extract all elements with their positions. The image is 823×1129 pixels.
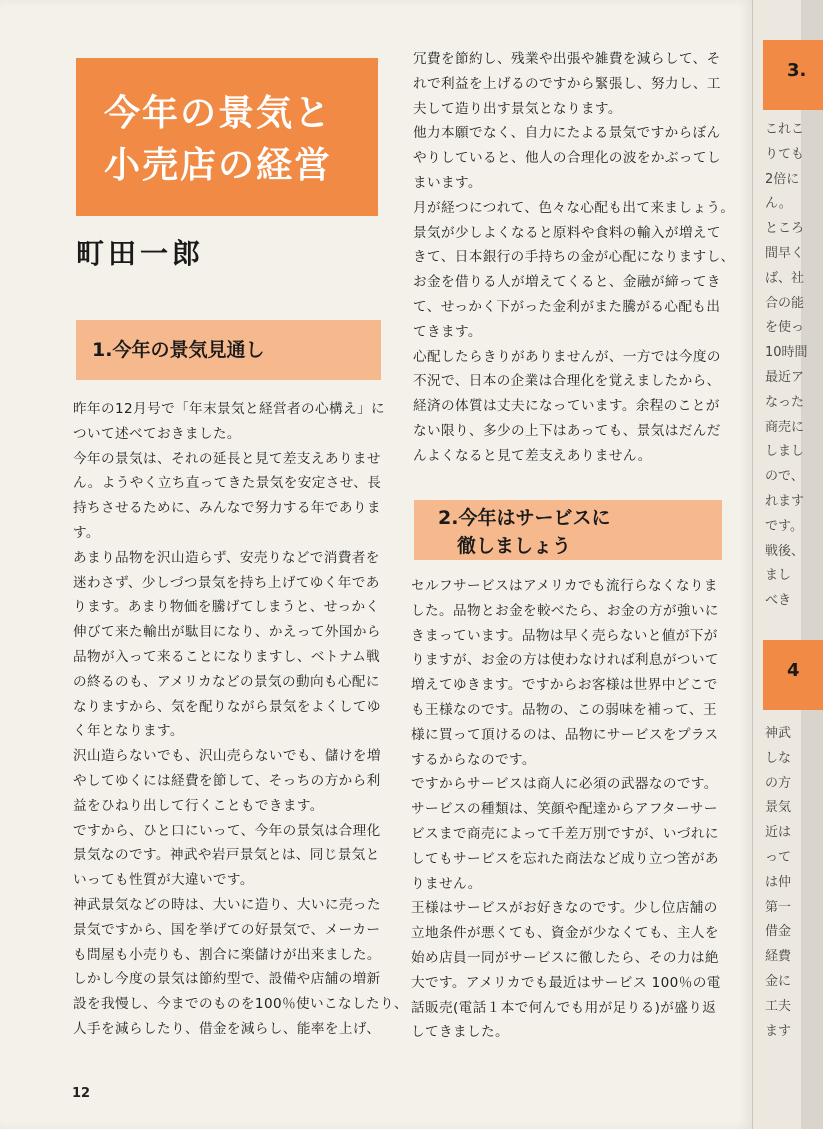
text-line: 不況で、日本の企業は合理化を覚えましたから、	[413, 373, 721, 390]
text-line: 月が経つにつれて、色々な心配も出て来ましょう。	[413, 199, 735, 216]
text-line: 始め店員一同がサービスに徹したら、その力は絶	[411, 949, 719, 966]
next-page-text-line: 借金	[765, 924, 792, 940]
text-line: 様に買って頂けるのは、品物にサービスをプラス	[411, 726, 719, 743]
right-column-top-text	[413, 47, 735, 469]
text-line: 心配したらきりがありませんが、一方では今度の	[413, 348, 721, 365]
text-line: てきます。	[413, 323, 482, 340]
next-page-text-line: って	[765, 849, 792, 865]
text-line: ります。あまり物価を騰げてしまうと、せっかく	[73, 599, 380, 616]
text-line: お金を借りる人が増えてくると、金融が締ってき	[413, 274, 721, 291]
next-page-text-line: りても	[765, 146, 805, 162]
next-page-text-line: 商売に	[765, 419, 805, 435]
text-line: く年となります。	[73, 723, 184, 740]
text-line: 沢山造らないでも、沢山売らないでも、儲けを増	[73, 748, 381, 765]
next-section-4-heading-box	[763, 640, 823, 710]
text-line: 景気ですから、国を挙げての好景気で、メーカー	[73, 921, 381, 938]
text-line: きて、日本銀行の手持ちの金が心配になりますし、	[413, 249, 735, 266]
next-section-3-heading-box	[763, 40, 823, 110]
text-line: んよくなると見て差支えありません。	[413, 447, 652, 464]
next-page-text-line: 戦後、	[765, 543, 805, 559]
text-line: ついて述べておきました。	[73, 425, 241, 442]
text-line: 立地条件が悪くても、資金が少なくても、主人を	[411, 925, 719, 942]
next-page-text-line: 金に	[765, 973, 792, 989]
text-line: しかし今度の景気は節約型で、設備や店舗の増新	[73, 971, 381, 988]
text-line: ですからサービスは商人に必須の武器なのです。	[411, 776, 718, 793]
text-line: も王様なのです。品物の、この弱味を補って、王	[411, 701, 717, 718]
text-line: 設を我慢し、今までのものを100％使いこなしたり、	[73, 996, 409, 1013]
text-line: あまり品物を沢山造らず、安売りなどで消費者を	[73, 549, 380, 566]
page-number: 12	[72, 1086, 91, 1101]
next-page-text-line: 合の能	[765, 295, 805, 311]
text-line: 他力本願でなく、自力にたよる景気ですからぼん	[413, 125, 721, 142]
next-page-text-b	[765, 722, 791, 1044]
text-line: やしてゆくには経費を節して、そっちの方から利	[73, 772, 381, 789]
text-line: れで利益を上げるのですから緊張し、努力し、工	[413, 75, 721, 92]
text-line: す。	[73, 524, 100, 541]
next-page-text-line: 経費	[765, 949, 792, 965]
next-page-text-line: 近は	[765, 825, 792, 841]
article-title-line-2: 小売店の経営	[104, 145, 333, 186]
text-line: 冗費を節約し、残業や出張や雑費を減らして、そ	[413, 51, 721, 67]
article-title-box	[76, 58, 378, 216]
text-line: やりしていると、他人の合理化の波をかぶってし	[413, 150, 721, 167]
next-page-text-line: ます	[765, 1023, 792, 1039]
text-line: 持ちさせるために、みんなで努力する年でありま	[73, 500, 381, 517]
left-column-text	[73, 397, 408, 1042]
text-line: 伸びて来た輸出が駄目になり、かえって外国から	[73, 624, 381, 641]
text-line: りますが、お金の方は使わなければ利息がついて	[411, 652, 719, 669]
text-line: 王様はサービスがお好きなのです。少し位店舗の	[411, 900, 718, 917]
text-line: 増えてゆきます。ですからお客様は世界中どこで	[411, 677, 718, 694]
next-page-text-line: の方	[765, 775, 792, 791]
text-line: の終るのも、アメリカなどの景気の動向も心配に	[73, 673, 380, 690]
section-2-heading-line-1: 2.今年はサービスに	[438, 507, 611, 529]
text-line: も問屋も小売りも、割合に楽儲けが出来ました。	[73, 946, 381, 963]
text-line: してきました。	[411, 1024, 509, 1041]
next-page-text-line: しまし	[765, 444, 805, 460]
next-page-text-line: 神武	[765, 726, 792, 741]
text-line: してもサービスを忘れた商法など成り立つ筈があ	[411, 850, 719, 867]
text-line: 今年の景気は、それの延長と見て差支えありませ	[73, 450, 381, 467]
text-line: 景気が少しよくなると原料や食料の輸入が増えて	[413, 224, 721, 241]
section-2-heading-line-2: 徹しましょう	[438, 535, 572, 557]
text-line: 景気なのです。神武や岩戸景気とは、同じ景気と	[73, 847, 380, 864]
next-page-text-line: まし	[765, 568, 792, 584]
author-name: 町田一郎	[76, 237, 205, 270]
next-page-text-line: 10時間	[765, 345, 808, 361]
text-line: きまっています。品物は早く売らないと値が下が	[411, 627, 718, 644]
text-line: した。品物とお金を較べたら、お金の方が強いに	[411, 602, 719, 619]
text-line: 夫して造り出す景気となります。	[413, 100, 622, 117]
text-line: 人手を減らしたり、借金を減らし、能率を上げ、	[73, 1020, 381, 1037]
text-line: 昨年の12月号で「年末景気と経営者の心構え」に	[73, 401, 385, 417]
text-line: するからなのです。	[411, 751, 536, 768]
right-column-bottom-text	[411, 574, 721, 1045]
text-line: 神武景気などの時は、大いに造り、大いに売った	[73, 896, 381, 913]
section-1-heading-box	[76, 320, 381, 380]
text-line: 話販売(電話１本で何んでも用が足りる)が盛り返	[411, 999, 717, 1016]
next-page-text-line: 最近ア	[765, 369, 805, 385]
next-page-text-line: 間早く	[765, 245, 805, 261]
next-page-text-line: ば、社	[765, 270, 805, 286]
next-page-text-line: を使っ	[765, 320, 805, 336]
next-page-text-line: 2倍に	[765, 171, 800, 187]
text-line: ん。ようやく立ち直ってきた景気を安定させ、長	[73, 475, 382, 492]
next-page-text-line: れます	[765, 493, 805, 509]
text-line: 益をひねり出して行くこともできます。	[73, 797, 324, 814]
next-page-text-line: 景気	[765, 800, 792, 816]
text-line: いっても性質が大違いです。	[73, 872, 254, 889]
next-page-text-line: です。	[765, 518, 803, 534]
text-line: サービスの種類は、笑顔や配達からアフターサー	[411, 801, 718, 818]
section-2-heading-box	[414, 500, 722, 560]
next-page-text-line: 第一	[765, 899, 792, 915]
next-page-text-line: ん。	[765, 196, 792, 212]
next-page-text-line: しな	[765, 750, 792, 766]
next-page-text-line: 工夫	[765, 998, 792, 1014]
next-section-4-heading: 4	[787, 660, 800, 681]
text-line: なりますから、気を配りながら景気をよくしてゆ	[73, 698, 381, 715]
next-page-text-line: これこ	[765, 122, 805, 137]
section-1-heading: 1.今年の景気見通し	[92, 339, 265, 361]
next-page-text-line: ので、	[765, 469, 804, 485]
text-line: ですから、ひと口にいって、今年の景気は合理化	[73, 822, 381, 839]
text-line: セルフサービスはアメリカでも流行らなくなりま	[411, 578, 718, 594]
text-line: ない限り、多少の上下はあっても、景気はだんだ	[413, 422, 721, 439]
next-page-text-line: は仲	[765, 874, 792, 890]
text-line: りません。	[411, 875, 482, 892]
article-title-line-1: 今年の景気と	[104, 93, 333, 134]
text-line: まいます。	[413, 174, 482, 191]
next-page-text-a	[765, 118, 808, 614]
next-page-text-line: べき	[765, 593, 792, 609]
text-line: 迷わさず、少しづつ景気を持ち上げてゆく年であ	[73, 574, 380, 591]
text-line: 品物が入って来ることになりますし、ベトナム戦	[73, 648, 381, 665]
text-line: 経済の体質は丈夫になっています。余程のことが	[413, 398, 720, 415]
next-page-text-line: ところ	[765, 221, 805, 237]
next-section-3-heading: 3.	[787, 60, 807, 81]
text-line: ビスまで商売によって千差万別ですが、いづれに	[411, 825, 719, 842]
text-line: て、せっかく下がった金利がまた騰がる心配も出	[413, 298, 721, 315]
adjacent-page-edge	[752, 0, 808, 1129]
next-page-text-line: なった	[765, 394, 805, 410]
text-line: 大です。アメリカでも最近はサービス 100％の電	[411, 974, 721, 991]
